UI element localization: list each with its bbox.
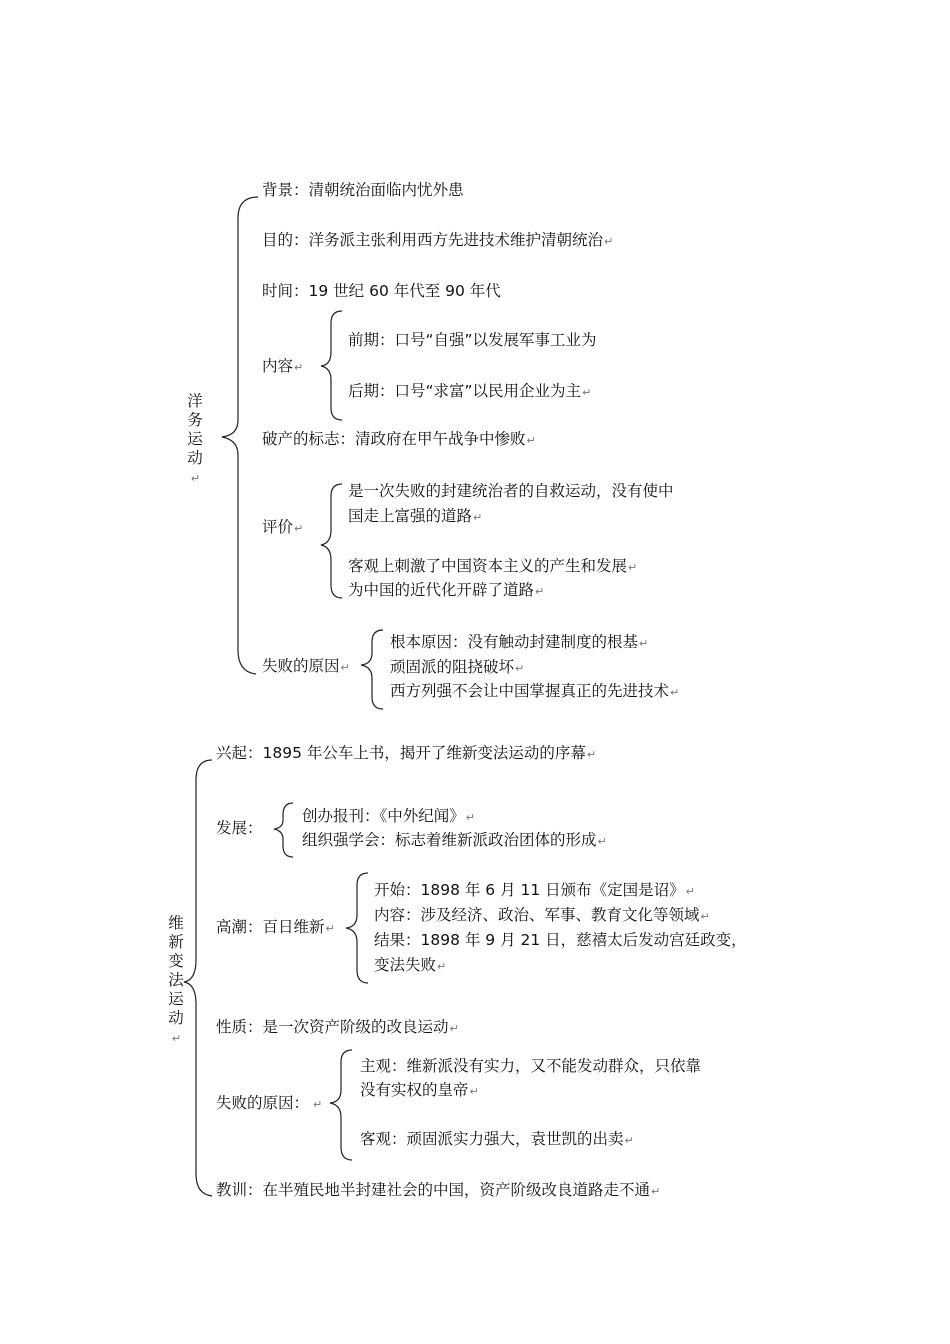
weixin-lesson-text: 教训：在半殖民地半封建社会的中国，资产阶级改良道路走不通: [216, 1181, 651, 1199]
paragraph-mark: ↵: [473, 511, 483, 524]
yangwu-eval-2-line2: [348, 579, 544, 603]
brace-yangwu: [222, 197, 258, 674]
paragraph-mark: ↵: [582, 386, 592, 399]
yangwu-content-early: [348, 329, 597, 351]
weixin-fail-label-text: 失败的原因：: [216, 1094, 310, 1112]
paragraph-mark: ↵: [597, 835, 607, 848]
yangwu-background-text: 背景：清朝统治面临内忧外患: [262, 181, 464, 199]
brace-climax: [346, 873, 368, 983]
yangwu-eval-1-line1: [348, 480, 674, 502]
yangwu-fail-2-text: 顽固派的阻挠破坏: [390, 658, 515, 676]
weixin-climax-result-line1-text: 结果：1898 年 9 月 21 日，慈禧太后发动宫廷政变，: [374, 931, 747, 949]
weixin-nature-text: 性质：是一次资产阶级的改良运动: [216, 1018, 449, 1036]
brace-yangwu-fail: [361, 630, 383, 709]
yangwu-bankrupt-text: 破产的标志：清政府在甲午战争中惨败: [262, 430, 526, 448]
weixin-title-text: 维新变法运动: [168, 914, 184, 1027]
paragraph-mark: ↵: [465, 811, 475, 824]
weixin-fail-objective-text: 客观：顽固派实力强大，袁世凯的出卖: [360, 1130, 624, 1148]
yangwu-eval-2-line2-text: 为中国的近代化开辟了道路: [348, 581, 535, 599]
paragraph-mark: ↵: [294, 361, 304, 374]
brace-weixin: [184, 760, 212, 1196]
yangwu-purpose: [262, 229, 613, 253]
weixin-climax-result-line2-text: 变法失败: [374, 956, 437, 974]
yangwu-eval-label-text: 评价: [262, 518, 294, 536]
brace-weixin-fail: [330, 1050, 352, 1160]
yangwu-fail-label: [262, 655, 350, 679]
yangwu-purpose-text: 目的：洋务派主张利用西方先进技术维护清朝统治: [262, 231, 604, 249]
yangwu-fail-3-text: 西方列强不会让中国掌握真正的先进技术: [390, 682, 670, 700]
paragraph-mark: ↵: [437, 960, 447, 973]
paragraph-mark: ↵: [639, 637, 649, 650]
weixin-climax-content: [374, 904, 710, 928]
yangwu-title: [186, 392, 204, 488]
weixin-rise-text: 兴起：1895 年公车上书，揭开了维新变法运动的序幕: [216, 744, 586, 762]
weixin-climax-result-line2: [374, 954, 446, 978]
weixin-fail-label: [216, 1092, 322, 1116]
yangwu-eval-1-line2-text: 国走上富强的道路: [348, 507, 473, 525]
weixin-lesson: [216, 1179, 660, 1203]
weixin-develop-2: [302, 829, 607, 853]
yangwu-time: [262, 280, 501, 302]
paragraph-mark: ↵: [449, 1022, 459, 1035]
brace-develop: [274, 803, 293, 857]
paragraph-mark: ↵: [624, 1134, 634, 1147]
weixin-nature: [216, 1016, 459, 1040]
yangwu-eval-2-line1-text: 客观上刺激了中国资本主义的产生和发展: [348, 557, 628, 575]
weixin-develop-1: [302, 805, 475, 829]
yangwu-content-label: [262, 355, 303, 379]
paragraph-mark: ↵: [190, 472, 201, 485]
paragraph-mark: ↵: [586, 748, 597, 761]
paragraph-mark: ↵: [469, 1085, 479, 1098]
yangwu-time-text: 时间：19 世纪 60 年代至 90 年代: [262, 282, 501, 300]
paragraph-mark: ↵: [313, 1098, 323, 1111]
yangwu-bankrupt: [262, 428, 536, 452]
yangwu-fail-3: [390, 680, 679, 704]
paragraph-mark: ↵: [340, 661, 350, 674]
yangwu-fail-1: [390, 631, 648, 655]
weixin-fail-subjective-line2: [360, 1079, 479, 1103]
weixin-fail-objective: [360, 1128, 634, 1152]
yangwu-fail-1-text: 根本原因：没有触动封建制度的根基: [390, 633, 639, 651]
brace-evaluation: [321, 484, 342, 598]
yangwu-content-late: [348, 380, 591, 404]
yangwu-fail-label-text: 失败的原因: [262, 657, 340, 675]
yangwu-eval-1-line2: [348, 505, 482, 529]
paragraph-mark: ↵: [700, 910, 710, 923]
paragraph-mark: ↵: [325, 922, 335, 935]
paragraph-mark: ↵: [604, 235, 614, 248]
paragraph-mark: ↵: [294, 522, 304, 535]
yangwu-content-late-text: 后期：口号“求富”以民用企业为主: [348, 382, 582, 400]
weixin-develop-label: [216, 817, 263, 839]
weixin-fail-subjective-line1-text: 主观：维新派没有实力，又不能发动群众，只依靠: [360, 1057, 702, 1075]
paragraph-mark: ↵: [515, 662, 525, 675]
yangwu-eval-2-line1: [348, 555, 637, 579]
yangwu-eval-label: [262, 516, 303, 540]
weixin-title: [167, 914, 185, 1048]
weixin-fail-subjective-line1: [360, 1055, 701, 1077]
paragraph-mark: ↵: [628, 561, 638, 574]
paragraph-mark: ↵: [670, 686, 680, 699]
weixin-climax-content-text: 内容：涉及经济、政治、军事、教育文化等领域: [374, 906, 700, 924]
weixin-rise: [216, 742, 596, 766]
yangwu-title-text: 洋务运动: [187, 392, 203, 467]
weixin-develop-label-text: 发展：: [216, 819, 263, 837]
yangwu-content-label-text: 内容: [262, 357, 294, 375]
weixin-climax-label: [216, 916, 335, 940]
weixin-climax-result-line1: [374, 929, 747, 951]
paragraph-mark: ↵: [651, 1185, 661, 1198]
yangwu-background: [262, 179, 464, 201]
paragraph-mark: ↵: [535, 585, 545, 598]
brace-content: [321, 311, 342, 420]
paragraph-mark: ↵: [526, 434, 536, 447]
weixin-climax-start-text: 开始：1898 年 6 月 11 日颁布《定国是诏》: [374, 881, 685, 899]
yangwu-content-early-text: 前期：口号“自强”以发展军事工业为: [348, 331, 597, 349]
weixin-climax-start: [374, 879, 695, 903]
weixin-climax-label-text: 高潮：百日维新: [216, 918, 325, 936]
weixin-develop-1-text: 创办报刊：《中外纪闻》: [302, 807, 465, 825]
paragraph-mark: ↵: [171, 1032, 182, 1045]
weixin-develop-2-text: 组织强学会：标志着维新派政治团体的形成: [302, 831, 597, 849]
yangwu-eval-1-line1-text: 是一次失败的封建统治者的自救运动，没有使中: [348, 482, 674, 500]
yangwu-fail-2: [390, 656, 524, 680]
weixin-fail-subjective-line2-text: 没有实权的皇帝: [360, 1081, 469, 1099]
paragraph-mark: ↵: [685, 885, 695, 898]
